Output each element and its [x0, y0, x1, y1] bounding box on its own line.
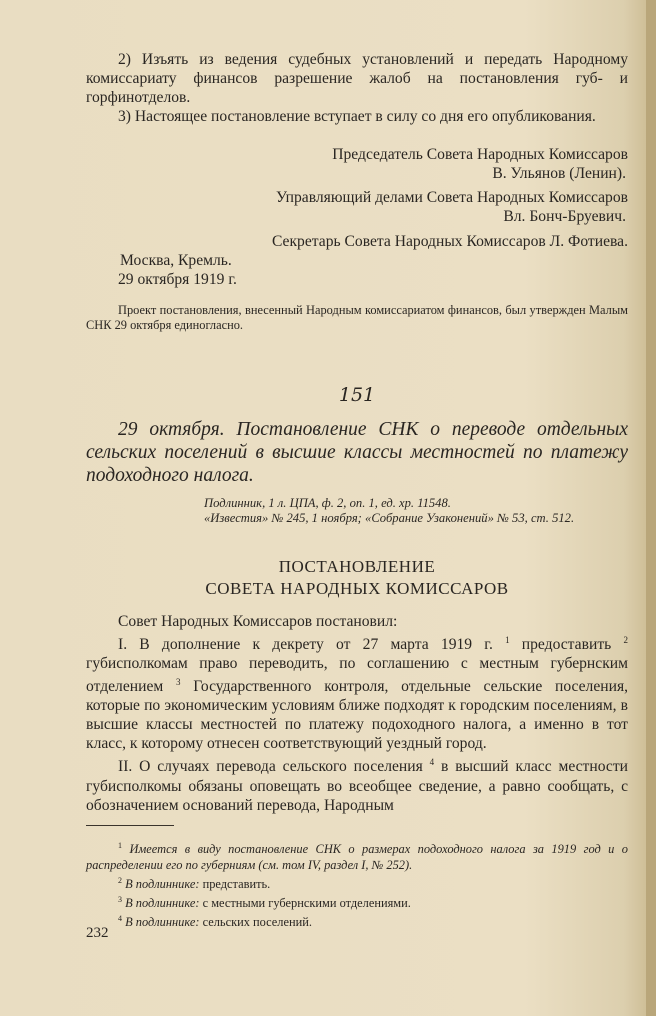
document-body	[86, 612, 628, 815]
paragraph-3: 3) Настоящее постановление вступает в силу со дня его опубликования.	[118, 108, 596, 125]
footnote-ref-2: 2	[623, 635, 628, 645]
manager-title: Управляющий делами Совета Народных Комиссаров	[275, 189, 628, 206]
page-number: 232	[86, 925, 109, 941]
manager-name: Вл. Бонч-Бруевич.	[503, 208, 626, 225]
chair-name: В. Ульянов (Ленин).	[492, 165, 626, 182]
footnote-divider	[86, 825, 174, 826]
footnote-4: $^4$ В подлиннике: сельских поселений.	[118, 914, 312, 930]
footnote-ref-4: 4	[429, 757, 435, 768]
source-references	[86, 496, 628, 526]
title-line-1: ПОСТАНОВЛЕНИЕ	[278, 557, 436, 576]
paragraph-2: 2) Изъять из ведения судебных установлений и передать Народному комиссариату финансов разрешение жалоб на постановления губ- и горфинотделов.	[86, 51, 628, 106]
document-headline: 29 октября. Постановление СНК о переводе отдельных сельских поселений в высшие классы местностей по платежу подоходного налога.	[86, 419, 628, 486]
intro-line: Совет Народных Комиссаров постановил:	[118, 613, 398, 630]
editorial-note: Проект постановления, внесенный Народным комиссариатом финансов, был утвержден Малым СНК 29 октября единогласно.	[86, 303, 628, 332]
page-edge	[646, 0, 656, 1016]
footnote-ref-3: 3	[176, 677, 181, 688]
source-publications: «Известия» № 245, 1 ноября; «Собрание Узаконений» № 53, ст. 512.	[204, 511, 575, 525]
footnote-1: $^1$ Имеется в виду постановление СНК о размерах подоходного налога за 1919 год и о распределении его по губерниям (см. том IV, раздел I, № 252).	[86, 841, 628, 873]
chair-title: Председатель Совета Народных Комиссаров	[332, 146, 628, 163]
footnotes	[86, 838, 628, 931]
top-paragraphs	[86, 50, 628, 126]
section-1: I. В дополнение к декрету от 27 марта 1919 г. $^1$ предоставить $^2$ губисполкомам право переводить, по соглашению с местным губернским отделением $^3$ Государственного контроля, отдельные сельские поселения, которые по экономическим условиям ближе подходят к городским поселениям, в высшие классы местностей по платежу подоходного налога, а именно в тот класс, к которому отнесен соответствующий уездный город.	[86, 635, 629, 753]
secretary-line: Секретарь Совета Народных Комиссаров Л. Фотиева.	[271, 233, 628, 250]
place-line: Москва, Кремль.	[120, 252, 232, 269]
footnote-ref-1: 1	[505, 635, 510, 645]
footnote-2: $^2$ В подлиннике: представить.	[118, 876, 271, 892]
source-archive: Подлинник, 1 л. ЦПА, ф. 2, оп. 1, ед. хр. 11548.	[204, 496, 451, 510]
document-number: 151	[338, 384, 376, 406]
footnote-3: $^3$ В подлиннике: с местными губернскими отделениями.	[118, 895, 411, 911]
date-line: 29 октября 1919 г.	[118, 271, 237, 288]
title-line-2: СОВЕТА НАРОДНЫХ КОМИССАРОВ	[205, 579, 509, 598]
section-2: II. О случаях перевода сельского поселения $^4$ в высший класс местности губисполкомы обязаны оповещать во всеобщее сведение, а равно сообщать, с обозначением оснований перевода, Народным	[86, 757, 628, 814]
document-title	[86, 556, 628, 600]
signatures-block	[86, 145, 628, 289]
